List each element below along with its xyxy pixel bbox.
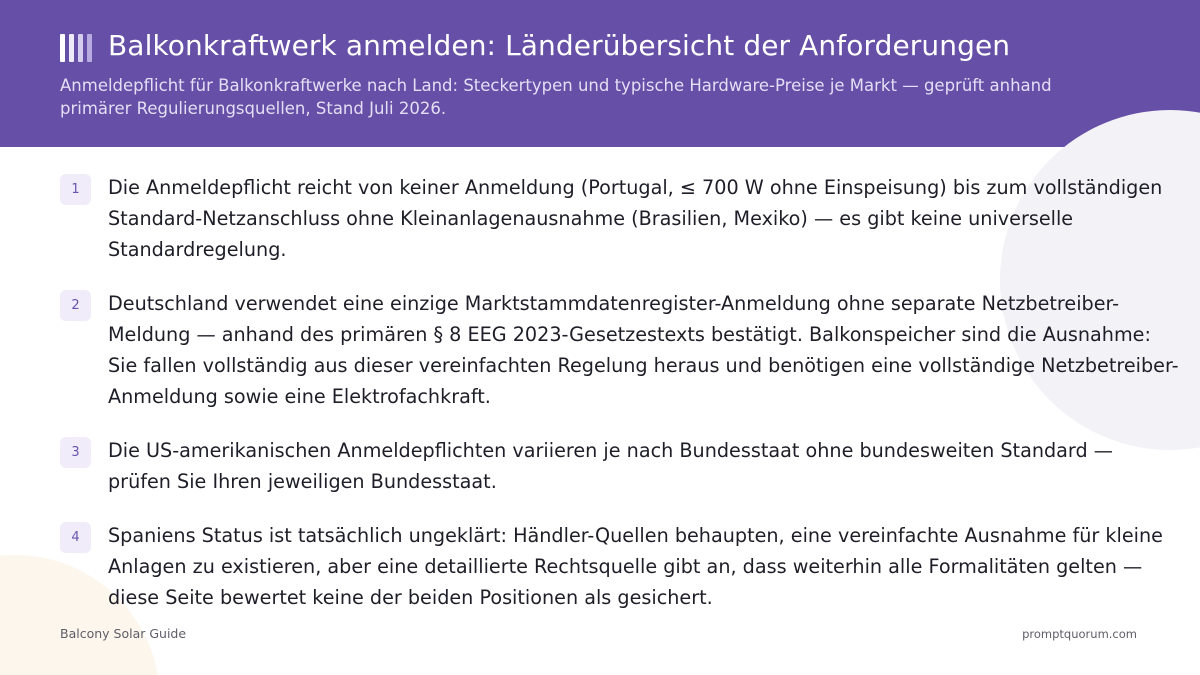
footer-brand: Balcony Solar Guide	[60, 626, 187, 641]
item-text: Die Anmeldepflicht reicht von keiner Anmeldung (Portugal, ≤ 700 W ohne Einspeisung) bis zum vollständigen Standard-Netzanschluss ohne Kleinanlagenausnahme (Brasilien, Mexiko) — es gibt keine universelle Standardregelung.	[108, 176, 1163, 261]
item-text: Deutschland verwendet eine einzige Marktstammdatenregister-Anmeldung ohne separate Netzbetreiber-Meldung — anhand des primären § 8 EEG 2023-Gesetzestexts bestätigt. Balkonspeicher sind die Ausnahme: Sie fallen vollständig aus dieser vereinfachten Regelung heraus und benötigen eine vollständige Netzbetreiber-Anmeldung sowie eine Elektrofachkraft.	[108, 292, 1179, 408]
footer-url: promptquorum.com	[1022, 627, 1137, 641]
item-number-badge: 4	[60, 522, 91, 553]
list-item	[60, 172, 1180, 265]
header-banner	[0, 0, 1200, 147]
item-number-badge: 2	[60, 290, 91, 321]
item-text: Spaniens Status ist tatsächlich ungeklärt: Händler-Quellen behaupten, eine vereinfachte Ausnahme für kleine Anlagen zu existieren, aber eine detaillierte Rechtsquelle gibt an, dass weiterhin alle Formalitäten gelten — diese Seite bewertet keine der beiden Positionen als gesichert.	[108, 524, 1163, 609]
logo-bars-icon	[60, 34, 92, 62]
item-text: Die US-amerikanischen Anmeldepflichten variieren je nach Bundesstaat ohne bundesweiten Standard — prüfen Sie Ihren jeweiligen Bundesstaat.	[108, 439, 1113, 493]
list-item	[60, 288, 1180, 412]
page-title: Balkonkraftwerk anmelden: Länderübersicht der Anforderungen	[108, 29, 1011, 62]
page-subtitle: Anmeldepflicht für Balkonkraftwerke nach Land: Steckertypen und typische Hardware-Preise je Markt — geprüft anhand primärer Regulierungsquellen, Stand Juli 2026.	[60, 76, 1052, 118]
item-number-badge: 3	[60, 437, 91, 468]
item-number-badge: 1	[60, 174, 91, 205]
list-item	[60, 435, 1180, 497]
key-points-list	[60, 172, 1180, 613]
list-item	[60, 520, 1180, 613]
